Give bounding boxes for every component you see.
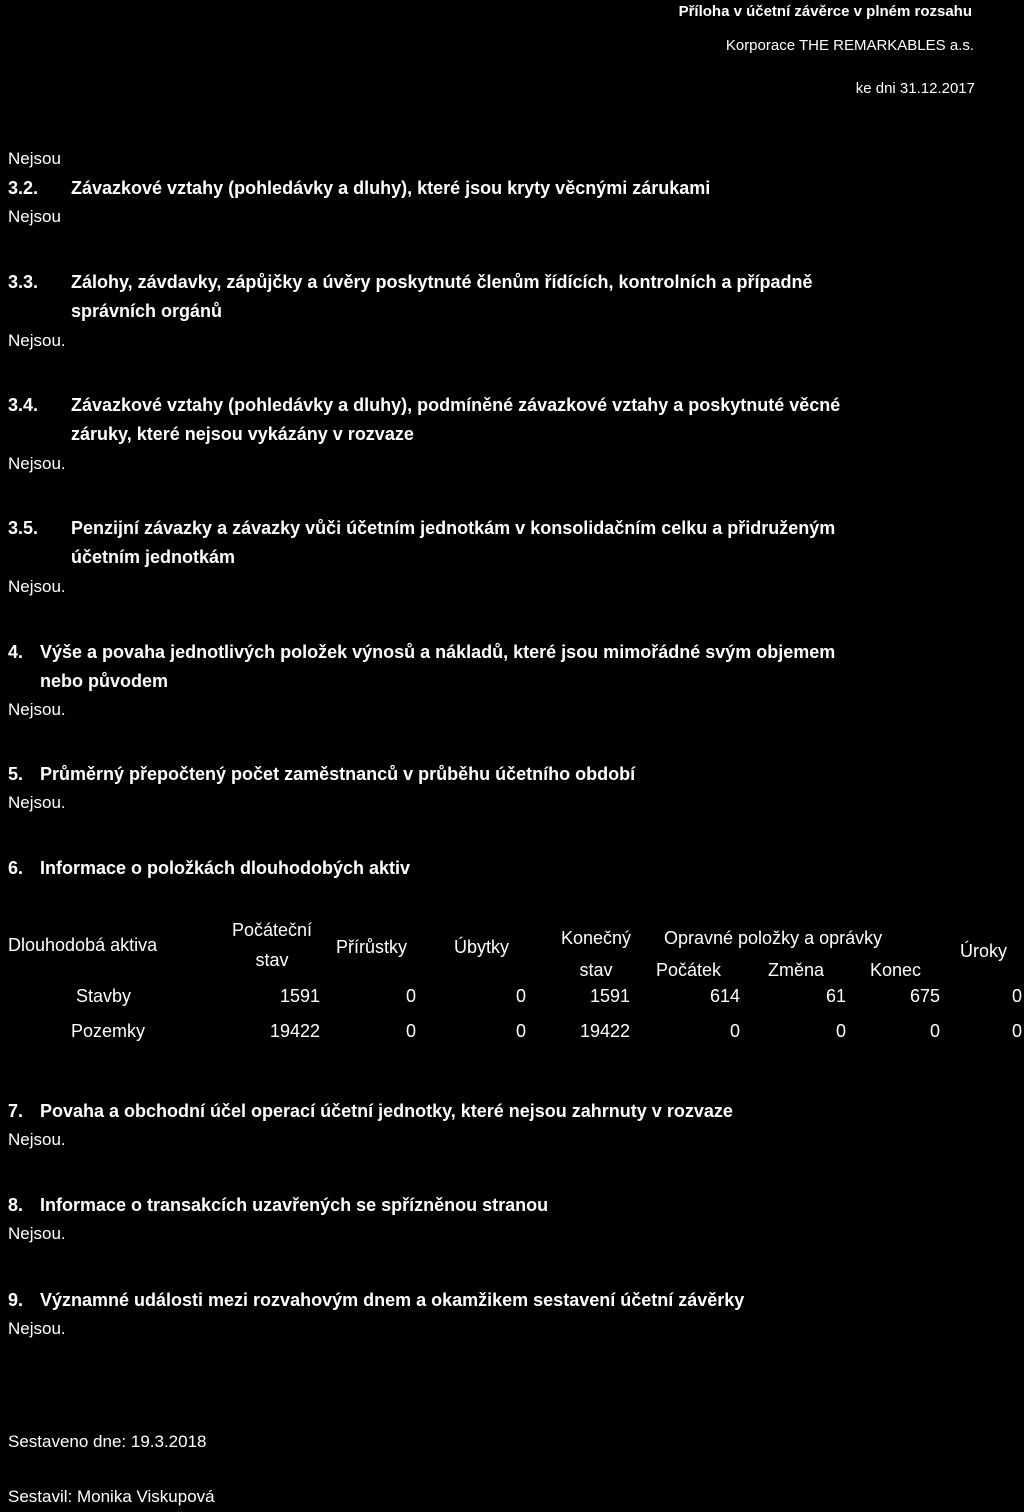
section-body: Nejsou. xyxy=(8,1319,66,1338)
section-number: 3.2. xyxy=(8,178,39,198)
header-adjustments: Opravné položky a oprávky xyxy=(664,928,883,948)
section-title-continued: účetním jednotkám xyxy=(71,547,236,567)
section-number: 3.3. xyxy=(8,272,39,292)
row-adj-end-value: 0 xyxy=(929,1021,940,1041)
header-start-line2: stav xyxy=(255,950,289,970)
header-adj-change: Změna xyxy=(768,960,825,980)
row-interest-value: 0 xyxy=(1011,986,1022,1006)
header-additions: Přírůstky xyxy=(336,937,408,957)
row-asset-name: Pozemky xyxy=(71,1021,146,1041)
section-title: Informace o transakcích uzavřených se spřízněnou stranou xyxy=(40,1195,549,1215)
row-end-value: 1591 xyxy=(589,986,630,1006)
section-body: Nejsou. xyxy=(8,331,66,350)
header-adj-end: Konec xyxy=(870,960,922,980)
row-adj-end-value: 675 xyxy=(909,986,940,1006)
row-disposals-value: 0 xyxy=(515,986,526,1006)
row-adj-change-value: 0 xyxy=(835,1021,846,1041)
report-date: ke dni 31.12.2017 xyxy=(855,80,975,97)
document-title: Příloha v účetní závěrce v plném rozsahu xyxy=(678,3,972,20)
section-title: Významné události mezi rozvahovým dnem a okamžikem sestavení účetní závěrky xyxy=(40,1290,745,1310)
compiled-by: Sestavil: Monika Viskupová xyxy=(8,1487,215,1506)
section-number: 4. xyxy=(8,642,24,662)
section-title: Penzijní závazky a závazky vůči účetním jednotkám v konsolidačním celku a přidruženým xyxy=(71,518,836,538)
section-title-continued: správních orgánů xyxy=(71,301,223,321)
row-disposals-value: 0 xyxy=(515,1021,526,1041)
header-adj-start: Počátek xyxy=(656,960,722,980)
section-body: Nejsou. xyxy=(8,1224,66,1243)
row-asset-name: Stavby xyxy=(76,986,132,1006)
header-disposals: Úbytky xyxy=(454,937,510,957)
section-title: Výše a povaha jednotlivých položek výnosů a nákladů, které jsou mimořádné svým objemem xyxy=(40,642,836,662)
row-interest-value: 0 xyxy=(1011,1021,1022,1041)
row-start-value: 1591 xyxy=(279,986,320,1006)
section-body: Nejsou. xyxy=(8,1130,66,1149)
section-body: Nejsou xyxy=(8,207,61,226)
section-body: Nejsou. xyxy=(8,793,66,812)
row-additions-value: 0 xyxy=(405,1021,416,1041)
section-body: Nejsou. xyxy=(8,454,66,473)
row-start-value: 19422 xyxy=(269,1021,320,1041)
row-adj-change-value: 61 xyxy=(825,986,846,1006)
section-number: 8. xyxy=(8,1195,24,1215)
section-title: Povaha a obchodní účel operací účetní jednotky, které nejsou zahrnuty v rozvaze xyxy=(40,1101,733,1121)
section-number: 3.5. xyxy=(8,518,39,538)
compiled-date: Sestaveno dne: 19.3.2018 xyxy=(8,1432,207,1451)
header-interest: Úroky xyxy=(960,941,1008,961)
section-number: 9. xyxy=(8,1290,24,1310)
row-end-value: 19422 xyxy=(579,1021,630,1041)
section-title: Průměrný přepočtený počet zaměstnanců v průběhu účetního období xyxy=(40,764,636,784)
row-additions-value: 0 xyxy=(405,986,416,1006)
row-adj-start-value: 0 xyxy=(729,1021,740,1041)
section-number: 6. xyxy=(8,858,24,878)
section-body: Nejsou. xyxy=(8,700,66,719)
header-start-line1: Počáteční xyxy=(231,920,313,940)
section-number: 3.4. xyxy=(8,395,39,415)
section-title: Závazkové vztahy (pohledávky a dluhy), které jsou kryty věcnými zárukami xyxy=(71,178,711,198)
header-end-line2: stav xyxy=(579,960,613,980)
section-number: 7. xyxy=(8,1101,24,1121)
section-title: Zálohy, závdavky, zápůjčky a úvěry poskytnuté členům řídících, kontrolních a případně xyxy=(71,272,813,292)
section-title: Informace o položkách dlouhodobých aktiv xyxy=(40,858,411,878)
top-note: Nejsou xyxy=(8,149,61,168)
header-end-line1: Konečný xyxy=(560,928,632,948)
section-number: 5. xyxy=(8,764,24,784)
section-title-continued: záruky, které nejsou vykázány v rozvaze xyxy=(71,424,414,444)
header-asset: Dlouhodobá aktiva xyxy=(8,935,158,955)
company-name: Korporace THE REMARKABLES a.s. xyxy=(725,37,974,54)
section-title-continued: nebo původem xyxy=(40,671,169,691)
section-title: Závazkové vztahy (pohledávky a dluhy), podmíněné závazkové vztahy a poskytnuté věcné xyxy=(71,395,841,415)
row-adj-start-value: 614 xyxy=(709,986,740,1006)
section-body: Nejsou. xyxy=(8,577,66,596)
